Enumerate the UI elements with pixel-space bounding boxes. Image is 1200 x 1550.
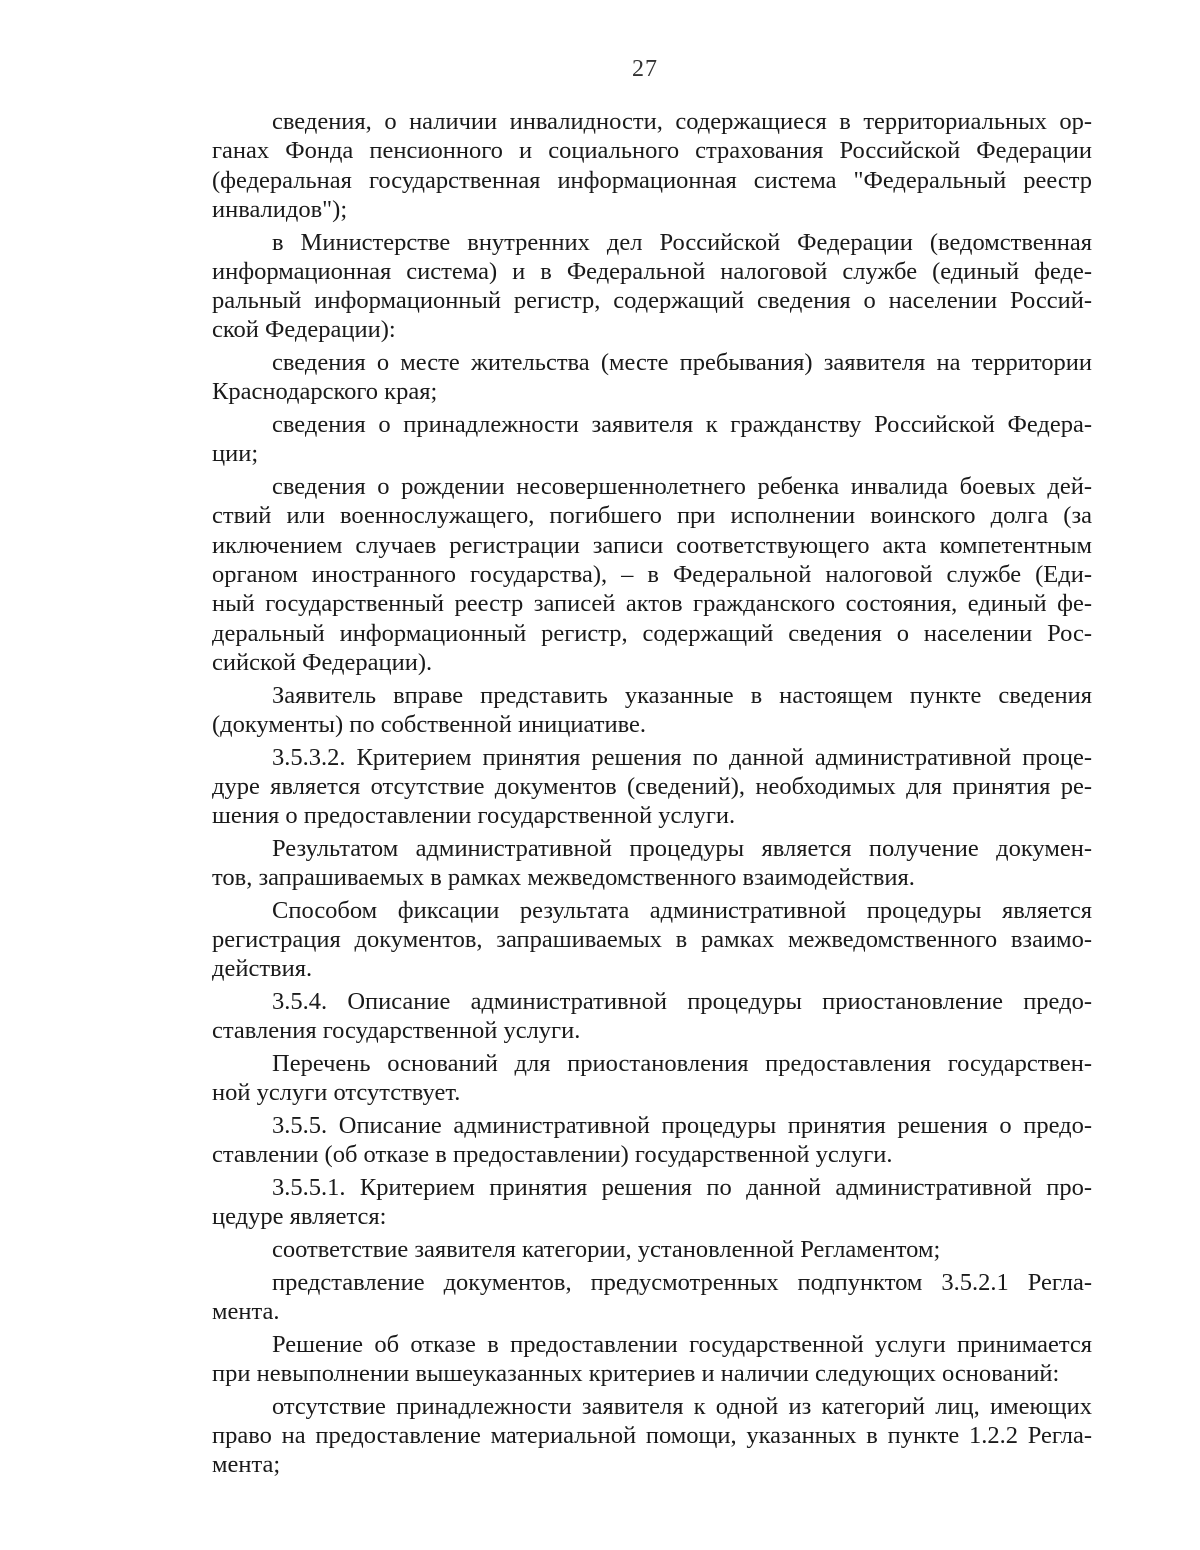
text-line: шения о предоставлении государственной услуги. (212, 802, 736, 830)
text-line: ральный информационный регистр, содержащий сведения о населении Россий- (212, 287, 1092, 315)
text-line: цедуре является: (212, 1203, 387, 1231)
paragraph (212, 1173, 1092, 1232)
text-line: право на предоставление материальной помощи, указанных в пункте 1.2.2 Регла- (212, 1422, 1092, 1450)
text-line: Краснодарского края; (212, 378, 438, 406)
text-line: в Министерстве внутренних дел Российской Федерации (ведомственная (272, 228, 1092, 256)
text-line: мента. (212, 1298, 280, 1326)
text-line: ской Федерации): (212, 316, 396, 344)
text-line: Способом фиксации результата административной процедуры является (272, 896, 1092, 924)
text-line: сийской Федерации). (212, 648, 433, 676)
paragraph (212, 1268, 1092, 1327)
text-line: ной услуги отсутствует. (212, 1079, 461, 1107)
text-line: ции; (212, 440, 259, 468)
text-line: ставлении (об отказе в предоставлении) государственной услуги. (212, 1141, 893, 1169)
text-line: ствий или военнослужащего, погибшего при исполнении воинского долга (за (212, 502, 1092, 530)
text-line: сведения, о наличии инвалидности, содержащиеся в территориальных ор- (272, 108, 1092, 135)
text-line: соответствие заявителя категории, установленной Регламентом; (272, 1236, 941, 1264)
text-line: 3.5.4. Описание административной процедуры приостановление предо- (272, 988, 1092, 1016)
paragraph (212, 472, 1092, 677)
text-line: (федеральная государственная информационная система "Федеральный реестр (212, 166, 1092, 194)
text-line: 3.5.5. Описание административной процедуры принятия решения о предо- (272, 1112, 1092, 1140)
text-line: органом иностранного государства), – в Федеральной налоговой службе (Еди- (212, 561, 1092, 589)
paragraph (212, 1235, 1092, 1264)
paragraph (212, 1049, 1092, 1108)
document-body (212, 107, 1092, 1480)
paragraph (212, 834, 1092, 893)
page-number: 27 (632, 56, 658, 82)
paragraph (212, 1330, 1092, 1389)
text-line: сведения о рождении несовершеннолетнего ребенка инвалида боевых дей- (272, 473, 1092, 501)
text-line: дуре является отсутствие документов (сведений), необходимых для принятия ре- (212, 772, 1092, 800)
text-line: при невыполнении вышеуказанных критериев и наличии следующих оснований: (212, 1360, 1060, 1388)
paragraph (212, 228, 1092, 345)
text-line: 3.5.5.1. Критерием принятия решения по данной административной про- (272, 1174, 1092, 1202)
paragraph (212, 410, 1092, 469)
text-line: сведения о принадлежности заявителя к гражданству Российской Федера- (272, 411, 1092, 439)
text-line: инвалидов"); (212, 195, 348, 223)
text-line: 3.5.3.2. Критерием принятия решения по данной административной проце- (272, 743, 1092, 771)
paragraph (212, 743, 1092, 831)
paragraph (212, 896, 1092, 984)
text-line: Результатом административной процедуры является получение докумен- (272, 834, 1092, 862)
text-line: (документы) по собственной инициативе. (212, 710, 647, 738)
text-line: иключением случаев регистрации записи соответствующего акта компетентным (212, 531, 1092, 559)
paragraph (212, 348, 1092, 407)
text-line: Заявитель вправе представить указанные в настоящем пункте сведения (272, 681, 1092, 709)
paragraph (212, 1111, 1092, 1170)
text-line: ставления государственной услуги. (212, 1017, 581, 1045)
text-line: деральный информационный регистр, содержащий сведения о населении Рос- (212, 619, 1092, 647)
text-line: действия. (212, 955, 313, 983)
paragraph (212, 1392, 1092, 1480)
text-line: мента; (212, 1451, 281, 1479)
paragraph (212, 681, 1092, 740)
text-line: регистрация документов, запрашиваемых в рамках межведомственного взаимо- (212, 926, 1092, 954)
paragraph (212, 987, 1092, 1046)
text-line: информационная система) и в Федеральной налоговой службе (единый феде- (212, 257, 1092, 285)
text-line: Перечень оснований для приостановления предоставления государствен- (272, 1050, 1092, 1078)
text-line: ный государственный реестр записей актов гражданского состояния, единый фе- (212, 590, 1092, 618)
paragraph (212, 107, 1092, 224)
text-line: сведения о месте жительства (месте пребывания) заявителя на территории (272, 349, 1092, 377)
text-line: отсутствие принадлежности заявителя к одной из категорий лиц, имеющих (272, 1392, 1092, 1420)
text-line: тов, запрашиваемых в рамках межведомственного взаимодействия. (212, 864, 915, 892)
text-line: Решение об отказе в предоставлении государственной услуги принимается (272, 1330, 1092, 1358)
text-line: представление документов, предусмотренных подпунктом 3.5.2.1 Регла- (272, 1268, 1092, 1296)
text-line: ганах Фонда пенсионного и социального страхования Российской Федерации (212, 137, 1092, 165)
